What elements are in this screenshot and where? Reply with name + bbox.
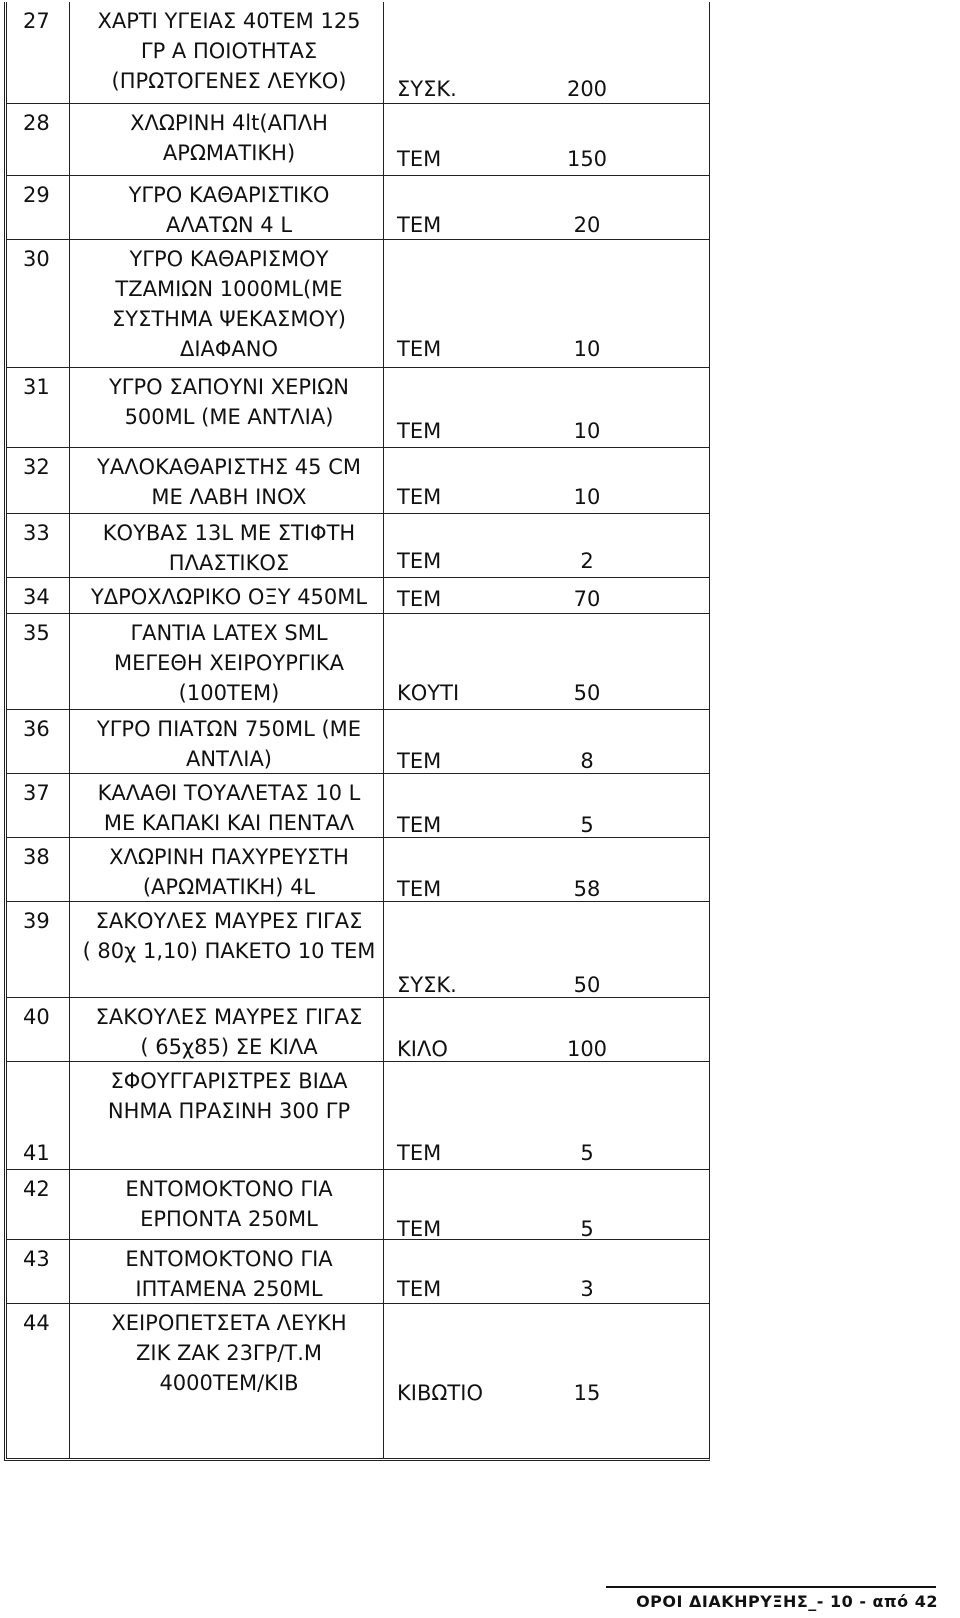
- table-row: [7, 1062, 709, 1170]
- item-description: ΕΝΤΟΜΟΚΤΟΝΟ ΓΙΑ ΕΡΠΟΝΤΑ 250ML: [125, 1177, 333, 1231]
- item-unit: ΤΕΜ: [397, 337, 442, 361]
- item-number: 38: [23, 845, 50, 869]
- item-description: ΥΔΡΟΧΛΩΡΙΚΟ ΟΞΥ 450ML: [90, 585, 368, 609]
- item-number: 31: [23, 375, 50, 399]
- item-number: 42: [23, 1177, 50, 1201]
- table-row: [7, 578, 709, 614]
- table-row: [7, 614, 709, 710]
- item-description: ΥΑΛΟΚΑΘΑΡΙΣΤΗΣ 45 CM ΜΕ ΛΑΒΗ INOX: [97, 455, 361, 509]
- item-unit: ΚΙΛΟ: [397, 1037, 448, 1061]
- table-row: [7, 104, 709, 176]
- item-quantity: 200: [566, 77, 608, 101]
- item-unit: ΤΕΜ: [397, 485, 442, 509]
- item-unit: ΚΙΒΩΤΙΟ: [397, 1381, 483, 1405]
- item-quantity: 5: [580, 1141, 594, 1165]
- item-description: ΧΛΩΡΙΝΗ ΠΑΧΥΡΕΥΣΤΗ (ΑΡΩΜΑΤΙΚΗ) 4L: [109, 845, 349, 899]
- table-row: [7, 710, 709, 774]
- item-quantity: 3: [580, 1277, 594, 1301]
- item-number: 36: [23, 717, 50, 741]
- item-description: ΧΑΡΤΙ ΥΓΕΙΑΣ 40ΤΕΜ 125 ΓΡ Α ΠΟΙΟΤΗΤΑΣ (ΠΡΩΤΟΓΕΝΕΣ ΛΕΥΚΟ): [97, 9, 361, 93]
- item-description: ΥΓΡΟ ΣΑΠΟΥΝΙ ΧΕΡΙΩΝ 500ML (ΜΕ ΑΝΤΛΙΑ): [108, 375, 350, 429]
- item-unit: ΚΟΥΤΙ: [397, 681, 460, 705]
- item-unit: ΣΥΣΚ.: [397, 77, 457, 101]
- item-number: 34: [23, 585, 50, 609]
- item-number: 39: [23, 909, 50, 933]
- item-number: 40: [23, 1005, 50, 1029]
- item-quantity: 10: [573, 419, 601, 443]
- item-quantity: 50: [573, 973, 601, 997]
- item-quantity: 58: [573, 877, 601, 901]
- item-number: 33: [23, 521, 50, 545]
- table-row: [7, 1170, 709, 1240]
- item-number: 30: [23, 247, 50, 271]
- item-quantity: 5: [580, 1217, 594, 1241]
- item-unit: ΤΕΜ: [397, 749, 442, 773]
- table-row: [7, 998, 709, 1062]
- item-unit: ΤΕΜ: [397, 1141, 442, 1165]
- footer-rule: [606, 1586, 936, 1588]
- item-description: ΣΑΚΟΥΛΕΣ ΜΑΥΡΕΣ ΓΙΓΑΣ ( 80χ 1,10) ΠΑΚΕΤΟ 10 ΤΕΜ: [82, 909, 376, 963]
- item-description: ΥΓΡΟ ΠΙΑΤΩΝ 750ML (ΜΕ ΑΝΤΛΙΑ): [96, 717, 362, 771]
- item-number: 32: [23, 455, 50, 479]
- item-description: ΥΓΡΟ ΚΑΘΑΡΙΣΜΟΥ ΤΖΑΜΙΩΝ 1000ML(ΜΕ ΣΥΣΤΗΜΑ ΨΕΚΑΣΜΟΥ) ΔΙΑΦΑΝΟ: [111, 247, 346, 361]
- item-number: 37: [23, 781, 50, 805]
- item-quantity: 10: [573, 337, 601, 361]
- item-number: 44: [23, 1311, 50, 1335]
- table-row: [7, 838, 709, 902]
- page-footer: ΟΡΟΙ ΔΙΑΚΗΡΥΞΗΣ_- 10 - από 42: [636, 1592, 938, 1611]
- item-quantity: 50: [573, 681, 601, 705]
- item-quantity: 100: [566, 1037, 608, 1061]
- item-number: 43: [23, 1247, 50, 1271]
- item-number: 27: [23, 9, 50, 33]
- item-description: ΣΑΚΟΥΛΕΣ ΜΑΥΡΕΣ ΓΙΓΑΣ ( 65χ85) ΣΕ ΚΙΛΑ: [95, 1005, 363, 1059]
- item-unit: ΤΕΜ: [397, 213, 442, 237]
- item-description: ΧΕΙΡΟΠΕΤΣΕΤΑ ΛΕΥΚΗ ΖΙΚ ΖΑΚ 23ΓΡ/Τ.Μ 4000ΤΕΜ/ΚΙΒ: [111, 1311, 347, 1395]
- item-quantity: 8: [580, 749, 594, 773]
- table-row: [7, 2, 709, 104]
- items-table: [4, 2, 710, 1461]
- item-quantity: 15: [573, 1381, 601, 1405]
- item-quantity: 150: [566, 147, 608, 171]
- item-description: ΧΛΩΡΙΝΗ 4lt(ΑΠΛΗ ΑΡΩΜΑΤΙΚΗ): [130, 111, 328, 165]
- table-row: [7, 514, 709, 578]
- item-unit: ΤΕΜ: [397, 1217, 442, 1241]
- item-unit: ΤΕΜ: [397, 147, 442, 171]
- item-description: ΓΑΝΤΙΑ LATEX SML ΜΕΓΕΘΗ ΧΕΙΡΟΥΡΓΙΚΑ (100ΤΕΜ): [114, 621, 344, 705]
- item-unit: ΤΕΜ: [397, 813, 442, 837]
- item-description: ΚΑΛΑΘΙ ΤΟΥΑΛΕΤΑΣ 10 L ΜΕ ΚΑΠΑΚΙ ΚΑΙ ΠΕΝΤΑΛ: [97, 781, 361, 835]
- item-quantity: 70: [573, 587, 601, 611]
- table-row: [7, 176, 709, 240]
- table-row: [7, 1304, 709, 1457]
- table-row: [7, 368, 709, 448]
- item-description: ΣΦΟΥΓΓΑΡΙΣΤΡΕΣ ΒΙΔΑ ΝΗΜΑ ΠΡΑΣΙΝΗ 300 ΓΡ: [107, 1069, 351, 1123]
- item-quantity: 5: [580, 813, 594, 837]
- table-row: [7, 774, 709, 838]
- item-unit: ΤΕΜ: [397, 1277, 442, 1301]
- item-unit: ΤΕΜ: [397, 419, 442, 443]
- item-unit: ΤΕΜ: [397, 587, 442, 611]
- table-row: [7, 240, 709, 368]
- item-number: 28: [23, 111, 50, 135]
- item-quantity: 2: [580, 549, 594, 573]
- item-quantity: 10: [573, 485, 601, 509]
- item-number: 29: [23, 183, 50, 207]
- item-description: ΥΓΡΟ ΚΑΘΑΡΙΣΤΙΚΟ ΑΛΑΤΩΝ 4 L: [128, 183, 330, 237]
- table-row: [7, 902, 709, 998]
- item-description: ΚΟΥΒΑΣ 13L ΜΕ ΣΤΙΦΤΗ ΠΛΑΣΤΙΚΟΣ: [102, 521, 356, 575]
- item-number: 41: [23, 1141, 50, 1165]
- table-row: [7, 1240, 709, 1304]
- table-row: [7, 448, 709, 514]
- item-number: 35: [23, 621, 50, 645]
- item-description: ΕΝΤΟΜΟΚΤΟΝΟ ΓΙΑ ΙΠΤΑΜΕΝΑ 250ML: [125, 1247, 333, 1301]
- item-unit: ΣΥΣΚ.: [397, 973, 457, 997]
- item-unit: ΤΕΜ: [397, 877, 442, 901]
- item-unit: ΤΕΜ: [397, 549, 442, 573]
- item-quantity: 20: [573, 213, 601, 237]
